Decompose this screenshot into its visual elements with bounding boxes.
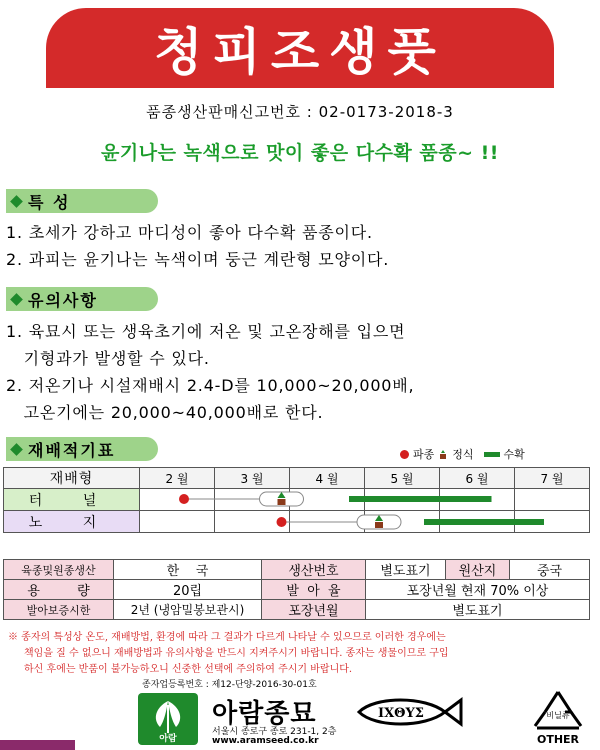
corner-decoration	[0, 740, 75, 750]
feature-line: 2. 과피는 윤기나는 녹색이며 둥근 계란형 모양이다.	[6, 250, 390, 269]
month-header: 6 월	[440, 468, 515, 489]
month-header: 2 월	[140, 468, 215, 489]
company-registration: 종자업등록번호 : 제12-단양-2016-30-01호	[142, 680, 317, 690]
lot-label: 생산번호	[262, 560, 366, 580]
registration-number: 품종생산판매신고번호 : 02-0173-2018-3	[146, 103, 454, 121]
legend-sowing: 파종	[413, 448, 435, 461]
legend-harvest: 수확	[503, 448, 525, 461]
country-value: 중국	[510, 560, 590, 580]
caution-note-line: ※ 종자의 특성상 온도, 재배방법, 환경에 따라 그 결과가 다르게 나타날 수 있으므로 이러한 경우에는	[8, 632, 446, 643]
germ-label: 발 아 율	[262, 580, 366, 600]
guarantee-label: 발아보증시한	[4, 600, 114, 620]
schedule-header-type: 재배형	[4, 468, 140, 489]
caution-note	[8, 630, 592, 678]
company-name: 아람종묘	[212, 699, 317, 729]
recycle-icon	[525, 688, 591, 746]
caution-note-line: 책임을 질 수 없으니 재배방법과 유의사항을 반드시 지켜주시기 바랍니다. 종자는 생물이므로 구입	[24, 648, 449, 659]
recycle-material: 비닐류	[546, 711, 570, 720]
company-url[interactable]: www.aramseed.co.kr	[212, 736, 319, 746]
sowing-dot-icon	[400, 450, 409, 459]
schedule-legend	[400, 446, 525, 462]
germ-value: 포장년월 현재 70% 이상	[366, 580, 590, 600]
month-header: 5 월	[365, 468, 440, 489]
ixthys-fish-icon	[355, 694, 465, 730]
caution-line: 2. 저온기나 시설재배시 2.4-D를 10,000~20,000배,	[6, 376, 415, 395]
info-table	[3, 559, 590, 620]
section-schedule-tab	[6, 437, 158, 461]
slogan: 윤기나는 녹색으로 맛이 좋은 다수확 품종~ !!	[101, 142, 499, 164]
diamond-bullet-icon	[10, 443, 23, 456]
section-cautions-tab	[6, 287, 158, 311]
company-logo	[138, 693, 198, 745]
section-schedule-label: 재배적기표	[28, 440, 116, 460]
lot-value: 별도표기	[366, 560, 446, 580]
caution-line: 고온기에는 20,000~40,000배로 한다.	[6, 403, 324, 422]
feature-line: 1. 초세가 강하고 마디성이 좋아 다수확 품종이다.	[6, 223, 373, 242]
month-header: 4 월	[290, 468, 365, 489]
month-header: 7 월	[515, 468, 590, 489]
schedule-row-open-field: 노 지	[4, 511, 140, 533]
schedule-row-tunnel: 터 널	[4, 489, 140, 511]
caution-line: 기형과가 발생할 수 있다.	[6, 349, 210, 368]
product-title: 청피조생풋	[154, 23, 446, 81]
harvest-bar-icon	[484, 452, 500, 457]
origin-value: 한 국	[114, 560, 262, 580]
recycle-type: OTHER	[536, 733, 580, 746]
caution-line: 1. 육묘시 또는 생육초기에 저온 및 고온장해를 입으면	[6, 322, 406, 341]
guarantee-value: 2년 (냉암밀봉보관시)	[114, 600, 262, 620]
pack-label: 포장년월	[262, 600, 366, 620]
amount-value: 20립	[114, 580, 262, 600]
caution-note-line: 하신 후에는 반품이 불가능하오니 신중한 선택에 주의하여 주시기 바랍니다.	[24, 664, 353, 675]
leaf-logo-icon	[138, 693, 198, 745]
planting-pot-icon	[438, 449, 448, 460]
schedule-table	[3, 467, 590, 533]
legend-planting: 정식	[452, 448, 474, 461]
section-cautions-label: 유의사항	[28, 290, 98, 310]
title-banner	[46, 8, 554, 88]
country-label: 원산지	[446, 560, 510, 580]
ixthys-text: IXΘYΣ	[378, 706, 424, 721]
section-features-label: 특 성	[28, 192, 71, 212]
diamond-bullet-icon	[10, 293, 23, 306]
amount-label: 용 량	[4, 580, 114, 600]
month-header: 3 월	[215, 468, 290, 489]
pack-value: 별도표기	[366, 600, 590, 620]
company-address: 서울시 종로구 종로 231-1, 2층	[212, 727, 337, 737]
origin-label: 육종및원종생산	[4, 560, 114, 580]
logo-text: 아람	[159, 734, 177, 744]
diamond-bullet-icon	[10, 195, 23, 208]
section-features-tab	[6, 189, 158, 213]
